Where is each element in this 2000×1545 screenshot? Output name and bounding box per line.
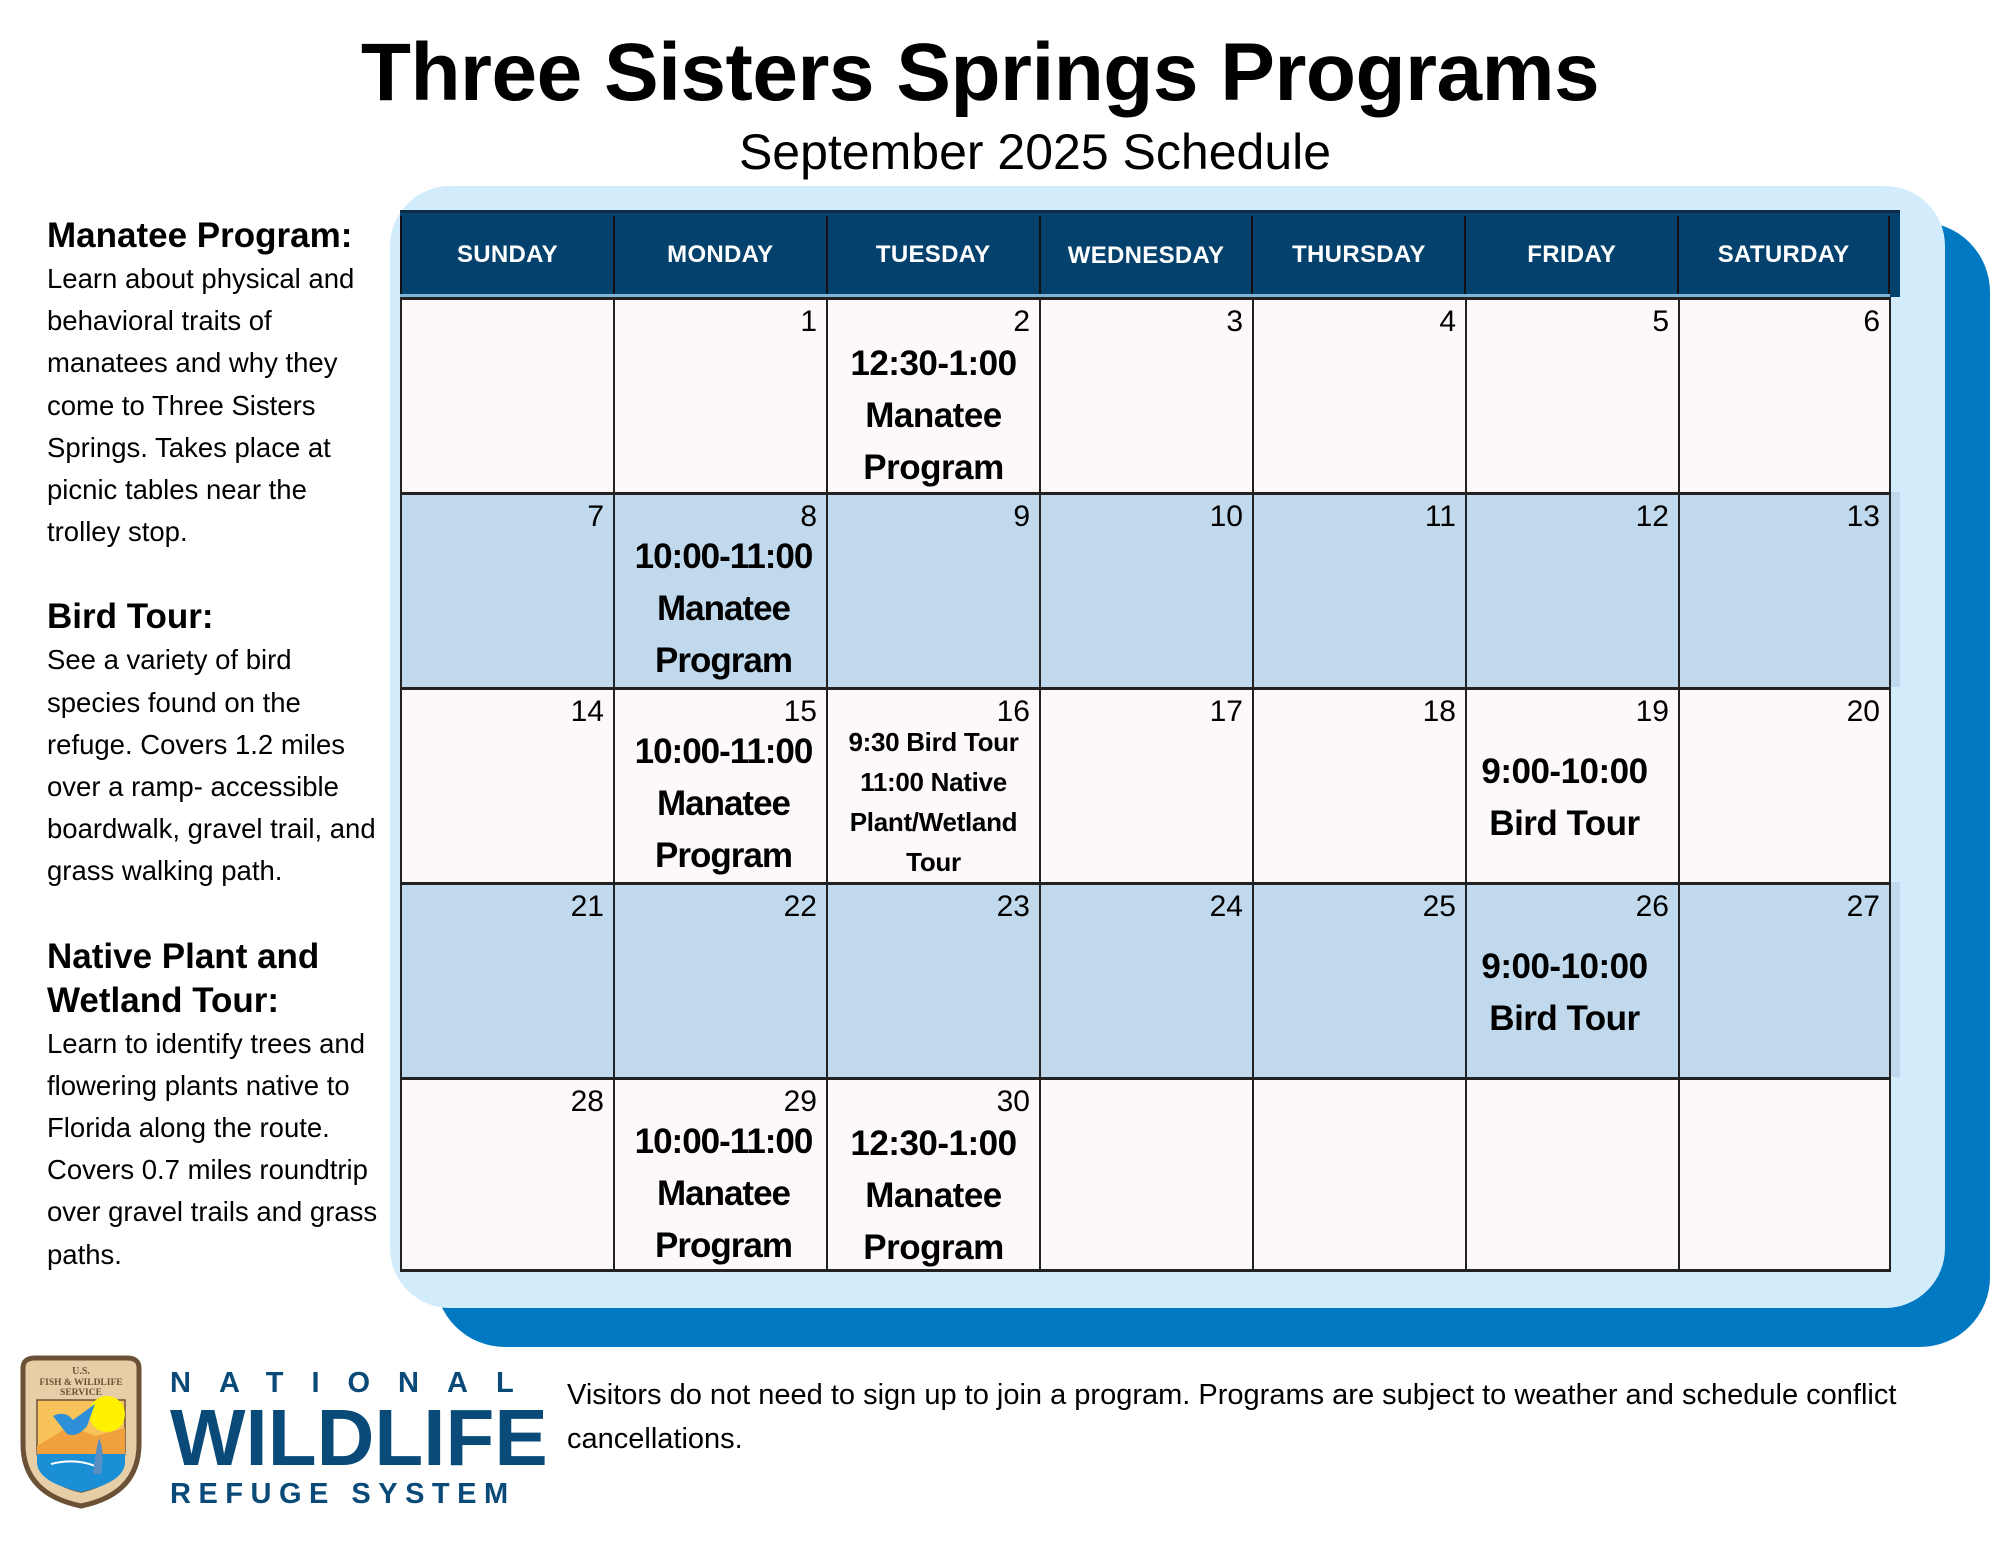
event-title: Program bbox=[655, 1226, 792, 1265]
event-title: Manatee bbox=[656, 1174, 791, 1213]
day-cell bbox=[826, 1077, 1039, 1272]
section-body: Learn about physical and behavioral traits of manatees and why they come to Three Sisters Springs. Takes place at picnic tables near the trolley stop. bbox=[47, 263, 355, 548]
day-cell bbox=[826, 297, 1039, 492]
weekday-sunday: SUNDAY bbox=[400, 216, 613, 294]
day-number: 28 bbox=[570, 1085, 604, 1118]
calendar-weeks bbox=[400, 297, 1900, 1272]
logo-line-wildlife: WILDLIFE bbox=[170, 1393, 548, 1482]
day-cell bbox=[1039, 492, 1252, 687]
day-cell bbox=[1465, 492, 1678, 687]
day-cell bbox=[1678, 492, 1891, 687]
section-heading: Manatee Program: bbox=[47, 216, 353, 255]
calendar-week-3 bbox=[400, 687, 1900, 882]
weekday-monday: MONDAY bbox=[613, 216, 826, 294]
event-title: Program bbox=[655, 641, 792, 680]
day-cell bbox=[826, 492, 1039, 687]
weekday-thursday: THURSDAY bbox=[1251, 216, 1464, 294]
day-cell bbox=[400, 492, 613, 687]
day-cell bbox=[1678, 297, 1891, 492]
event-time: 12:30-1:00 bbox=[850, 344, 1017, 383]
event-time: 9:00-10:00 bbox=[1481, 752, 1648, 791]
event-bird-tour bbox=[1459, 941, 1670, 1045]
day-cell bbox=[400, 687, 613, 882]
event-line: Plant/Wetland bbox=[849, 807, 1018, 837]
event-title: Manatee bbox=[656, 589, 791, 628]
logo-line-refuge-system: REFUGE SYSTEM bbox=[170, 1478, 516, 1510]
day-number: 1 bbox=[800, 305, 817, 338]
day-number: 18 bbox=[1422, 695, 1456, 728]
day-cell bbox=[1252, 1077, 1465, 1272]
calendar-week-1 bbox=[400, 297, 1900, 492]
svg-text:SERVICE: SERVICE bbox=[60, 1388, 102, 1398]
section-heading: Native Plant and Wetland Tour: bbox=[47, 936, 320, 1020]
day-number: 13 bbox=[1846, 500, 1880, 533]
event-title: Program bbox=[655, 836, 792, 875]
day-number: 6 bbox=[1863, 305, 1880, 338]
event-title: Bird Tour bbox=[1489, 804, 1640, 843]
weekday-friday: FRIDAY bbox=[1464, 216, 1677, 294]
page-subtitle: September 2025 Schedule bbox=[738, 124, 1332, 180]
day-number: 4 bbox=[1439, 305, 1456, 338]
event-manatee-program bbox=[613, 726, 834, 882]
day-number: 20 bbox=[1846, 695, 1880, 728]
event-title: Program bbox=[863, 1228, 1004, 1267]
day-number: 12 bbox=[1635, 500, 1669, 533]
day-cell bbox=[1678, 1077, 1891, 1272]
logo-line-national: NATIONAL bbox=[170, 1367, 542, 1399]
day-cell bbox=[400, 297, 613, 492]
day-number: 7 bbox=[587, 500, 604, 533]
event-time: 10:00-11:00 bbox=[634, 537, 813, 576]
day-number: 19 bbox=[1635, 695, 1669, 728]
event-bird-tour bbox=[1459, 746, 1670, 850]
day-cell bbox=[1039, 1077, 1252, 1272]
day-number: 24 bbox=[1209, 890, 1243, 923]
national-wildlife-refuge-system-logo bbox=[170, 1366, 548, 1512]
day-number: 17 bbox=[1209, 695, 1243, 728]
program-descriptions bbox=[47, 214, 387, 1318]
event-time: 12:30-1:00 bbox=[850, 1124, 1017, 1163]
event-time: 10:00-11:00 bbox=[634, 1122, 813, 1161]
event-manatee-program bbox=[613, 1116, 834, 1272]
day-cell bbox=[613, 492, 826, 687]
day-cell bbox=[1465, 882, 1678, 1077]
day-number: 22 bbox=[783, 890, 817, 923]
weekday-wednesday: WEDNESDAY bbox=[1039, 216, 1252, 294]
weekday-header-row bbox=[400, 216, 1890, 294]
day-number: 27 bbox=[1846, 890, 1880, 923]
event-title: Manatee bbox=[865, 1176, 1002, 1215]
day-cell bbox=[1252, 882, 1465, 1077]
day-number: 14 bbox=[570, 695, 604, 728]
event-line: 11:00 Native bbox=[860, 767, 1007, 797]
svg-text:FISH & WILDLIFE: FISH & WILDLIFE bbox=[39, 1378, 123, 1388]
day-number: 21 bbox=[570, 890, 604, 923]
day-number: 25 bbox=[1422, 890, 1456, 923]
svg-text:U.S.: U.S. bbox=[72, 1366, 90, 1377]
day-cell bbox=[1465, 1077, 1678, 1272]
day-cell bbox=[1465, 687, 1678, 882]
calendar-week-4 bbox=[400, 882, 1900, 1077]
day-cell bbox=[1252, 297, 1465, 492]
event-bird-and-native-plant-tours bbox=[828, 722, 1039, 882]
weekday-saturday: SATURDAY bbox=[1677, 216, 1890, 294]
native-plant-tour-description bbox=[47, 935, 387, 1276]
day-number: 8 bbox=[800, 500, 817, 533]
calendar-week-2 bbox=[400, 492, 1900, 687]
day-cell bbox=[1252, 492, 1465, 687]
event-manatee-program bbox=[828, 338, 1039, 494]
calendar-week-5 bbox=[400, 1077, 1900, 1272]
event-title: Manatee bbox=[865, 396, 1002, 435]
bird-tour-description bbox=[47, 595, 387, 892]
day-cell bbox=[1678, 687, 1891, 882]
day-cell bbox=[1039, 882, 1252, 1077]
day-cell bbox=[400, 882, 613, 1077]
weekday-tuesday: TUESDAY bbox=[826, 216, 1039, 294]
day-number: 5 bbox=[1652, 305, 1669, 338]
day-number: 26 bbox=[1635, 890, 1669, 923]
day-number: 10 bbox=[1209, 500, 1243, 533]
manatee-program-description bbox=[47, 214, 387, 553]
day-number: 16 bbox=[996, 695, 1030, 728]
day-cell bbox=[613, 297, 826, 492]
day-cell bbox=[1678, 882, 1891, 1077]
day-cell bbox=[613, 687, 826, 882]
section-body: Learn to identify trees and flowering plants native to Florida along the route. Covers 0.7 miles roundtrip over gravel trails and grass paths. bbox=[47, 1027, 378, 1270]
day-number: 11 bbox=[1424, 500, 1456, 533]
event-title: Program bbox=[863, 448, 1004, 487]
visitor-note: Visitors do not need to sign up to join a program. Programs are subject to weather and schedule conflict cancellations. bbox=[567, 1379, 1897, 1455]
day-number: 2 bbox=[1013, 305, 1030, 338]
day-cell bbox=[826, 882, 1039, 1077]
day-number: 30 bbox=[996, 1085, 1030, 1118]
day-number: 15 bbox=[783, 695, 817, 728]
section-heading: Bird Tour: bbox=[47, 597, 214, 637]
day-number: 29 bbox=[783, 1085, 817, 1118]
event-title: Manatee bbox=[656, 784, 791, 823]
usfws-shield-logo-icon bbox=[15, 1354, 147, 1509]
event-title: Bird Tour bbox=[1489, 999, 1640, 1038]
section-body: See a variety of bird species found on the refuge. Covers 1.2 miles over a ramp- accessible boardwalk, gravel trail, and grass walking path. bbox=[47, 644, 376, 887]
day-cell bbox=[400, 1077, 613, 1272]
day-cell bbox=[1039, 687, 1252, 882]
event-line: 9:30 Bird Tour bbox=[848, 727, 1019, 757]
event-line: Tour bbox=[906, 847, 961, 877]
event-manatee-program bbox=[828, 1118, 1039, 1274]
day-cell bbox=[613, 882, 826, 1077]
day-cell bbox=[1252, 687, 1465, 882]
day-number: 3 bbox=[1226, 305, 1243, 338]
day-cell bbox=[826, 687, 1039, 882]
event-time: 9:00-10:00 bbox=[1481, 947, 1648, 986]
event-time: 10:00-11:00 bbox=[634, 732, 813, 771]
day-cell bbox=[1039, 297, 1252, 492]
day-number: 23 bbox=[996, 890, 1030, 923]
day-cell bbox=[1465, 297, 1678, 492]
page-title: Three Sisters Springs Programs bbox=[360, 27, 1600, 118]
event-manatee-program bbox=[613, 531, 834, 687]
day-cell bbox=[613, 1077, 826, 1272]
day-number: 9 bbox=[1013, 500, 1030, 533]
